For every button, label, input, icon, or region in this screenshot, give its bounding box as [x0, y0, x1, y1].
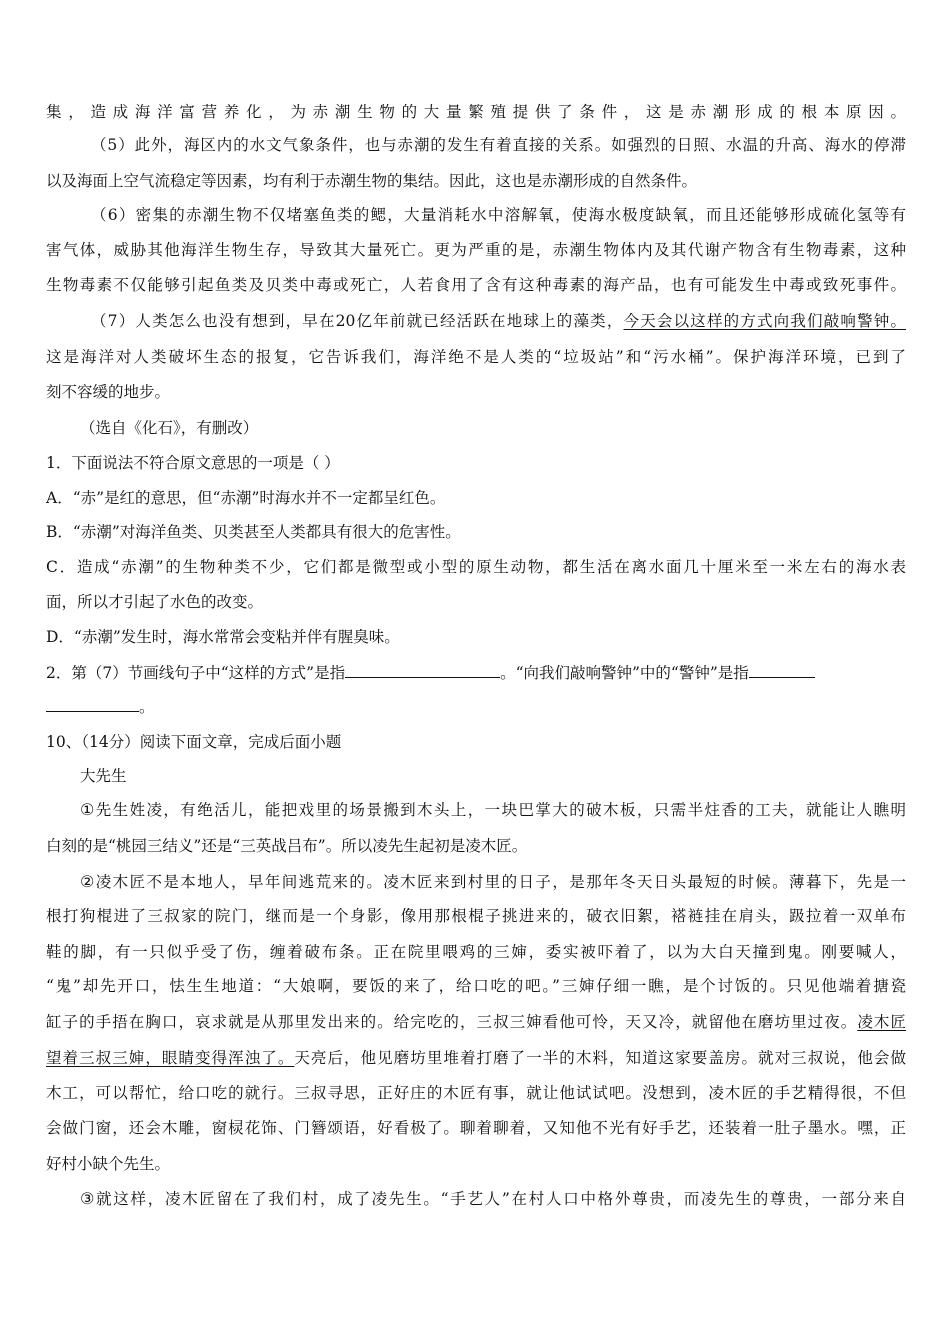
- article-p1-text: 先生姓凌，有绝活儿，能把戏里的场景搬到木头上，一块巴掌大的破木板，只需半炷香的工夫，就能让人瞧明: [95, 801, 907, 819]
- article-p2-line-1: [80, 871, 906, 893]
- article-title: 大先生: [80, 767, 127, 785]
- article-p2-line-3: 鞋的脚，有一只似乎受了伤，缠着破布条。正在院里喂鸡的三婶，委实被吓着了，以为大白天撞到鬼。刚要喊人，: [46, 943, 906, 961]
- question-2-part-2: 。“向我们敲响警钟”中的“警钟”是指: [500, 664, 749, 682]
- article-p2-text: 缸子的手捂在胸口，哀求就是从那里发出来的。给完吃的，三叔三婶看他可怜，天又冷，就留他在磨坊里过夜。: [46, 1013, 858, 1031]
- article-p2-text: 凌木匠不是本地人，早年间逃荒来的。凌木匠来到村里的日子，是那年冬天日头最短的时候。薄暮下，先是一: [95, 873, 907, 891]
- paragraph-7-line-1: [91, 310, 906, 332]
- question-2-line-2: [46, 695, 906, 718]
- paragraph-number-2: ②: [80, 872, 96, 891]
- article-p2-line-2: 根打狗棍进了三叔家的院门，继而是一个身影，像用那根棍子挑进来的，破衣旧絮，褡裢挂在肩头，趿拉着一双单布: [46, 907, 906, 925]
- paragraph-5-line-2: 以及海面上空气流稳定等因素，均有利于赤潮生物的集结。因此，这也是赤潮形成的自然条件。: [46, 172, 698, 190]
- question-2-part-1: 2．第（7）节画线句子中“这样的方式”是指: [46, 664, 346, 682]
- article-p2-line-9: 好村小缺个先生。: [46, 1155, 171, 1173]
- article-p2-text: 天亮后，他见磨坊里堆着打磨了一半的木料，知道这家要盖房。就对三叔说，他会做: [294, 1049, 906, 1067]
- question-1-option-d: D．“赤潮”发生时，海水常常会变粘并伴有腥臭味。: [46, 628, 400, 646]
- article-p2-line-6: [46, 1047, 906, 1069]
- question-1-option-a: A．“赤”是红的意思，但“赤潮”时海水并不一定都呈红色。: [46, 489, 446, 507]
- question-1-option-c-line-2: 面，所以才引起了水色的改变。: [46, 593, 264, 611]
- paragraph-7-line-3: 刻不容缓的地步。: [46, 383, 171, 401]
- paragraph-6-line-2: 害气体，威胁其他海洋生物生存，导致其大量死亡。更为严重的是，赤潮生物体内及其代谢产物含有生物毒素，这种: [46, 241, 906, 259]
- paragraph-7-line-2: 这是海洋对人类破坏生态的报复，它告诉我们，海洋绝不是人类的“垃圾站”和“污水桶”。保护海洋环境，已到了: [46, 348, 906, 366]
- question-10-header: 10、（14分）阅读下面文章，完成后面小题: [46, 733, 342, 751]
- answer-blank-2[interactable]: [749, 661, 815, 678]
- underlined-sentence-start: 凌木匠: [857, 1013, 906, 1031]
- article-p2-line-5: [46, 1011, 906, 1033]
- paragraph-number-1: ①: [80, 800, 96, 819]
- article-p1-line-2: 白刻的是“桃园三结义”还是“三英战吕布”。所以凌先生起初是凌木匠。: [46, 837, 528, 855]
- paragraph-4-end: 集，造成海洋富营养化，为赤潮生物的大量繁殖提供了条件，这是赤潮形成的根本原因。: [46, 103, 906, 121]
- paragraph-6-line-1: （6）密集的赤潮生物不仅堵塞鱼类的鳃，大量消耗水中溶解氧，使海水极度缺氧，而且还能够形成硫化氢等有: [91, 206, 906, 224]
- question-1-option-c-line-1: C．造成“赤潮”的生物种类不少，它们都是微型或小型的原生动物，都生活在离水面几十厘米至一米左右的海水表: [46, 558, 906, 576]
- question-1-stem: 1．下面说法不符合原文意思的一项是（ ）: [46, 454, 340, 472]
- underlined-sentence: 今天会以这样的方式向我们敲响警钟。: [623, 312, 906, 330]
- answer-blank-2-continued[interactable]: [46, 695, 139, 712]
- question-2-end: 。: [139, 698, 155, 716]
- underlined-sentence-end: 望着三叔三婶，眼睛变得浑浊了。: [46, 1049, 295, 1067]
- article-p2-line-8: 会做门窗，还会木雕，窗棂花饰、门簪颂语，好看极了。聊着聊着，又知他不光有好手艺，还装着一肚子墨水。嘿，正: [46, 1119, 906, 1137]
- article-p3-line-1: [80, 1188, 906, 1210]
- paragraph-5-line-1: （5）此外，海区内的水文气象条件，也与赤潮的发生有着直接的关系。如强烈的日照、水温的升高、海水的停滞: [91, 136, 906, 154]
- article-p2-line-4: “鬼”却先开口，怯生生地道：“大娘啊，要饭的来了，给口吃的吧。”三婶仔细一瞧，是个讨饭的。只见他端着搪瓷: [46, 977, 906, 995]
- answer-blank-1[interactable]: [345, 661, 500, 678]
- article-p3-text: 就这样，凌木匠留在了我们村，成了凌先生。“手艺人”在村人口中格外尊贵，而凌先生的尊贵，一部分来自: [96, 1190, 907, 1208]
- source-note: （选自《化石》，有删改）: [80, 419, 259, 437]
- question-2-line-1: [46, 661, 906, 684]
- article-p1-line-1: [80, 799, 906, 821]
- question-1-option-b: B．“赤潮”对海洋鱼类、贝类甚至人类都具有很大的危害性。: [46, 523, 461, 541]
- article-p2-line-7: 木工，可以帮忙，给口吃的就行。三叔寻思，正好庄的木匠有事，就让他试试吧。没想到，凌木匠的手艺精得很，不但: [46, 1084, 906, 1102]
- paragraph-7-text: （7）人类怎么也没有想到，早在20亿年前就已经活跃在地球上的藻类，: [91, 312, 624, 330]
- paragraph-6-line-3: 生物毒素不仅能够引起鱼类及贝类中毒或死亡，人若食用了含有这种毒素的海产品，也有可能发生中毒或致死事件。: [46, 276, 906, 294]
- paragraph-number-3: ③: [80, 1189, 97, 1208]
